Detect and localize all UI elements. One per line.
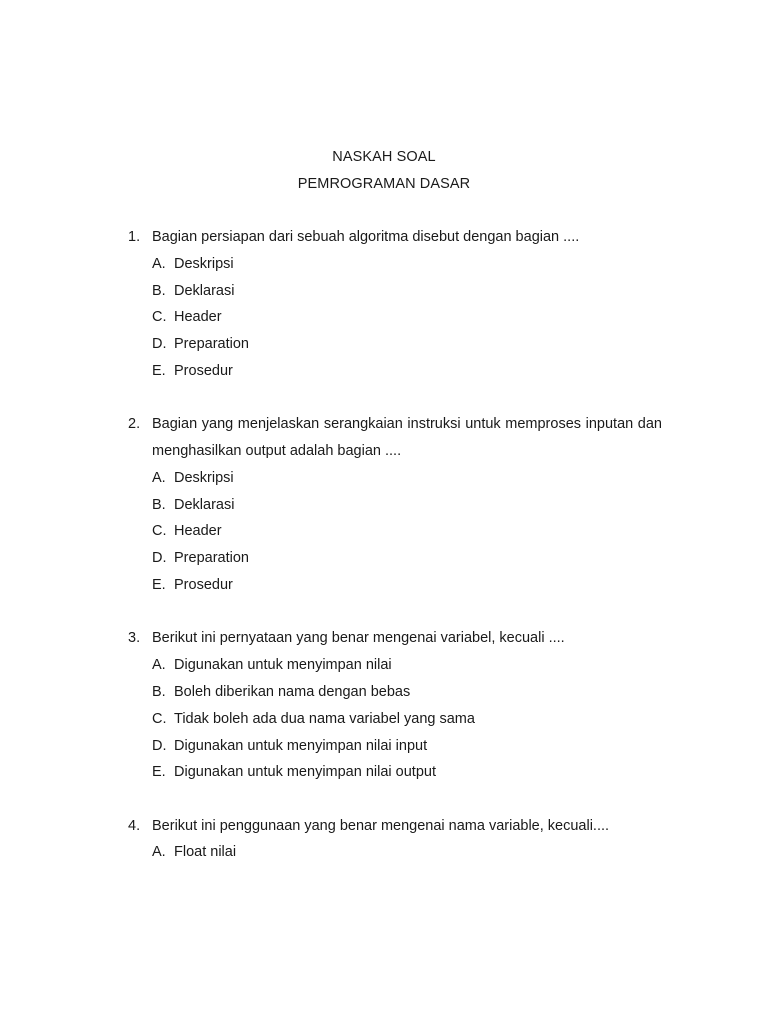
- option-list: [0, 251, 768, 385]
- option-list: [0, 652, 768, 786]
- question-3: [0, 625, 768, 786]
- question-1: [0, 224, 768, 385]
- document-title: [0, 144, 768, 198]
- question-text: Berikut ini pernyataan yang benar mengenai variabel, kecuali ....: [152, 630, 565, 647]
- question-text: Bagian persiapan dari sebuah algoritma disebut dengan bagian ....: [152, 229, 580, 245]
- question-text: Bagian yang menjelaskan serangkaian instruksi untuk memproses inputan dan menghasilkan output adalah bagian ....: [152, 416, 662, 460]
- option-text: Float nilai: [174, 844, 237, 861]
- option-b: [0, 492, 768, 519]
- option-letter: A.: [152, 657, 166, 674]
- question-stem: [0, 813, 768, 840]
- option-text: Digunakan untuk menyimpan nilai output: [174, 764, 436, 781]
- option-a: [0, 652, 768, 679]
- option-text: Preparation: [174, 336, 249, 353]
- question-stem: [0, 411, 768, 465]
- option-letter: D.: [152, 737, 167, 754]
- question-4: [0, 813, 768, 867]
- question-number: 3.: [128, 630, 141, 647]
- option-letter: A.: [152, 469, 166, 486]
- option-c: [0, 518, 768, 545]
- question-2: [0, 411, 768, 599]
- option-a: [0, 839, 768, 866]
- option-b: [0, 278, 768, 305]
- option-text: Tidak boleh ada dua nama variabel yang sama: [174, 710, 475, 727]
- option-text: Deklarasi: [174, 282, 235, 299]
- title-line-2: PEMROGRAMAN DASAR: [297, 176, 471, 192]
- option-text: Deskripsi: [174, 255, 234, 272]
- option-text: Digunakan untuk menyimpan nilai input: [174, 737, 428, 754]
- question-list: [0, 224, 768, 893]
- option-letter: C.: [152, 309, 167, 326]
- option-text: Deklarasi: [174, 496, 235, 513]
- option-letter: D.: [152, 550, 167, 567]
- option-text: Prosedur: [174, 577, 233, 594]
- option-d: [0, 545, 768, 572]
- title-line-1: NASKAH SOAL: [332, 149, 436, 165]
- option-text: Header: [174, 523, 222, 540]
- question-text: Berikut ini penggunaan yang benar mengenai nama variable, kecuali....: [152, 817, 610, 834]
- option-a: [0, 465, 768, 492]
- option-letter: E.: [152, 764, 166, 781]
- option-d: [0, 331, 768, 358]
- option-letter: B.: [152, 496, 166, 513]
- option-c: [0, 706, 768, 733]
- option-letter: B.: [152, 282, 166, 299]
- question-number: 4.: [128, 817, 141, 834]
- option-text: Digunakan untuk menyimpan nilai: [174, 657, 392, 674]
- option-text: Prosedur: [174, 362, 233, 379]
- option-letter: C.: [152, 710, 167, 727]
- option-e: [0, 358, 768, 385]
- option-letter: D.: [152, 336, 167, 353]
- option-list: [0, 839, 768, 866]
- question-number: 2.: [128, 416, 141, 433]
- option-letter: E.: [152, 577, 166, 594]
- option-e: [0, 572, 768, 599]
- option-letter: A.: [152, 844, 166, 861]
- option-letter: E.: [152, 362, 166, 379]
- option-text: Preparation: [174, 550, 249, 567]
- option-letter: C.: [152, 523, 167, 540]
- option-b: [0, 679, 768, 706]
- option-letter: A.: [152, 255, 166, 272]
- option-a: [0, 251, 768, 278]
- option-text: Boleh diberikan nama dengan bebas: [174, 683, 411, 700]
- question-stem: [0, 224, 768, 251]
- question-stem: [0, 625, 768, 652]
- option-e: [0, 759, 768, 786]
- question-number: 1.: [128, 229, 141, 245]
- option-list: [0, 465, 768, 599]
- option-d: [0, 733, 768, 760]
- option-letter: B.: [152, 683, 166, 700]
- option-c: [0, 304, 768, 331]
- option-text: Deskripsi: [174, 469, 234, 486]
- option-text: Header: [174, 309, 222, 326]
